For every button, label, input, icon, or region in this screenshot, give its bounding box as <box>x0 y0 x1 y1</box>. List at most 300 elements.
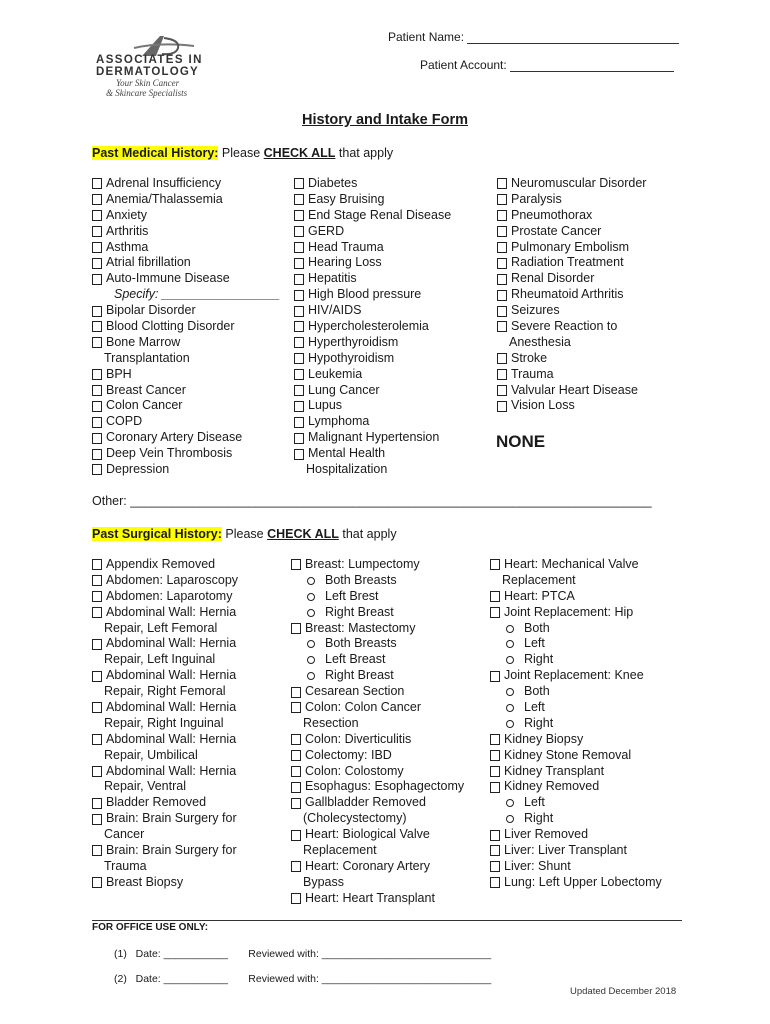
medical-item-label: Valvular Heart Disease <box>511 382 638 397</box>
checkbox-icon[interactable] <box>92 734 102 745</box>
checkbox-icon[interactable] <box>291 861 301 872</box>
medical-item-label: Coronary Artery Disease <box>106 430 243 445</box>
checkbox-icon[interactable] <box>490 766 500 777</box>
checkbox-icon[interactable] <box>497 321 507 332</box>
medical-item[interactable] <box>497 303 646 319</box>
checkbox-icon[interactable] <box>490 559 500 570</box>
medical-item[interactable] <box>294 414 451 430</box>
medical-item[interactable] <box>497 176 646 192</box>
medical-item[interactable] <box>92 224 280 240</box>
medical-item[interactable] <box>92 255 280 271</box>
surgical-item[interactable] <box>291 557 464 573</box>
medical-item[interactable] <box>294 398 451 414</box>
surgical-item[interactable] <box>291 652 464 668</box>
medical-item-label: Diabetes <box>308 176 358 190</box>
surgical-item-label: Breast Biopsy <box>106 874 184 889</box>
checkbox-icon[interactable] <box>294 194 304 205</box>
checkbox-icon[interactable] <box>92 194 102 205</box>
surgical-item[interactable] <box>291 668 464 684</box>
radio-circle-icon[interactable] <box>506 656 514 664</box>
checkbox-icon[interactable] <box>490 750 500 761</box>
medical-item[interactable] <box>497 240 646 256</box>
checkbox-icon[interactable] <box>294 274 304 285</box>
surgical-item-label: Colon: Diverticulitis <box>305 731 412 746</box>
medical-item-label: Bipolar Disorder <box>106 303 196 318</box>
surgical-item <box>490 573 662 589</box>
medical-item-label: Neuromuscular Disorder <box>511 176 647 190</box>
checkbox-icon[interactable] <box>291 687 301 698</box>
checkbox-icon[interactable] <box>92 702 102 713</box>
radio-circle-icon[interactable] <box>307 593 315 601</box>
medical-item[interactable] <box>294 192 451 208</box>
office-use-heading: FOR OFFICE USE ONLY: <box>92 922 209 933</box>
medical-item[interactable] <box>92 287 280 303</box>
radio-circle-icon[interactable] <box>506 720 514 728</box>
checkbox-icon[interactable] <box>92 242 102 253</box>
medical-item[interactable] <box>497 398 646 414</box>
medical-item-label: Trauma <box>511 366 554 381</box>
medical-item <box>497 335 646 351</box>
medical-item[interactable] <box>294 240 451 256</box>
medical-item[interactable] <box>294 319 451 335</box>
checkbox-icon[interactable] <box>294 226 304 237</box>
medical-item[interactable] <box>497 208 646 224</box>
radio-circle-icon[interactable] <box>307 609 315 617</box>
surgical-item-label: Kidney Removed <box>504 779 600 794</box>
medical-item[interactable] <box>92 462 280 478</box>
surgical-item-label: Liver: Liver Transplant <box>504 843 627 858</box>
surgical-item[interactable] <box>291 589 464 605</box>
checkbox-icon[interactable] <box>291 830 301 841</box>
checkbox-icon[interactable] <box>92 178 102 189</box>
checkbox-icon[interactable] <box>92 401 102 412</box>
surgical-item[interactable] <box>92 605 238 621</box>
checkbox-icon[interactable] <box>92 798 102 809</box>
surgical-item-label: Abdominal Wall: Hernia <box>106 700 237 715</box>
medical-item[interactable] <box>92 176 280 192</box>
checkbox-icon[interactable] <box>291 559 301 570</box>
medical-item[interactable] <box>497 224 646 240</box>
surgical-item-label: Colon: Colostomy <box>305 763 404 778</box>
medical-item-label: Mental Health <box>308 446 386 461</box>
surgical-item-label: Left <box>524 636 545 651</box>
checkbox-icon[interactable] <box>92 449 102 460</box>
radio-circle-icon[interactable] <box>506 688 514 696</box>
surgical-item[interactable] <box>490 795 662 811</box>
checkbox-icon[interactable] <box>291 702 301 713</box>
medical-item-label: Hyperthyroidism <box>308 334 399 349</box>
patient-account-line[interactable] <box>510 59 674 72</box>
medical-item-label: Asthma <box>106 239 149 254</box>
patient-name-line[interactable] <box>467 31 679 44</box>
checkbox-icon[interactable] <box>497 242 507 253</box>
surgical-item-label: Heart: Mechanical Valve <box>504 557 639 571</box>
patient-name-label: Patient Name: <box>388 30 465 44</box>
surgical-that-apply: that apply <box>342 527 397 541</box>
checkbox-icon[interactable] <box>294 210 304 221</box>
surgical-item[interactable] <box>490 875 662 891</box>
surgical-item[interactable] <box>291 636 464 652</box>
surgical-item <box>92 827 238 843</box>
radio-circle-icon[interactable] <box>506 640 514 648</box>
surgical-item[interactable] <box>490 684 662 700</box>
surgical-item-label: Liver Removed <box>504 827 589 842</box>
checkbox-icon[interactable] <box>294 353 304 364</box>
checkbox-icon[interactable] <box>497 194 507 205</box>
radio-circle-icon[interactable] <box>506 815 514 823</box>
office-date-field[interactable]: Date: ___________ <box>135 948 228 960</box>
surgical-item[interactable] <box>291 700 464 716</box>
medical-item[interactable] <box>294 351 451 367</box>
medical-item-label: Colon Cancer <box>106 398 183 413</box>
checkbox-icon[interactable] <box>92 274 102 285</box>
surgical-item-label: Repair, Left Inguinal <box>104 652 216 667</box>
surgical-item[interactable] <box>490 764 662 780</box>
checkbox-icon[interactable] <box>92 766 102 777</box>
checkbox-icon[interactable] <box>497 385 507 396</box>
surgical-please: Please <box>225 527 264 541</box>
surgical-item-label: Brain: Brain Surgery for <box>106 811 237 826</box>
surgical-item-label: Repair, Left Femoral <box>104 620 218 635</box>
medical-check-all: CHECK ALL <box>263 146 336 160</box>
medical-item[interactable] <box>294 224 451 240</box>
office-row-number: (2) <box>114 973 127 985</box>
surgical-item[interactable] <box>92 573 238 589</box>
radio-circle-icon[interactable] <box>506 625 514 633</box>
surgical-item[interactable] <box>490 748 662 764</box>
medical-item[interactable] <box>497 287 646 303</box>
checkbox-icon[interactable] <box>497 274 507 285</box>
radio-circle-icon[interactable] <box>506 704 514 712</box>
radio-circle-icon[interactable] <box>506 799 514 807</box>
surgical-item[interactable] <box>92 732 238 748</box>
checkbox-icon[interactable] <box>92 671 102 682</box>
surgical-item <box>92 684 238 700</box>
surgical-item <box>291 811 464 827</box>
none-option[interactable]: NONE <box>496 432 546 451</box>
medical-item[interactable] <box>497 383 646 399</box>
medical-item-label: Specify: _________________ <box>114 287 281 302</box>
surgical-item-label: Right Breast <box>325 604 394 619</box>
medical-item[interactable] <box>294 208 451 224</box>
medical-item[interactable] <box>92 192 280 208</box>
patient-name-field[interactable] <box>388 30 679 44</box>
medical-item[interactable] <box>294 271 451 287</box>
checkbox-icon[interactable] <box>92 337 102 348</box>
checkbox-icon[interactable] <box>92 226 102 237</box>
surgical-item[interactable] <box>291 859 464 875</box>
medical-item[interactable] <box>497 255 646 271</box>
surgical-item-label: Repair, Right Femoral <box>104 684 226 699</box>
checkbox-icon[interactable] <box>92 845 102 856</box>
checkbox-icon[interactable] <box>291 623 301 634</box>
checkbox-icon[interactable] <box>294 337 304 348</box>
checkbox-icon[interactable] <box>294 178 304 189</box>
checkbox-icon[interactable] <box>490 861 500 872</box>
surgical-item[interactable] <box>490 827 662 843</box>
surgical-item[interactable] <box>490 843 662 859</box>
checkbox-icon[interactable] <box>490 830 500 841</box>
surgical-item-label: Repair, Umbilical <box>104 747 198 762</box>
checkbox-icon[interactable] <box>294 306 304 317</box>
surgical-item[interactable] <box>490 621 662 637</box>
checkbox-icon[interactable] <box>490 607 500 618</box>
surgical-item[interactable] <box>490 605 662 621</box>
medical-item-label: Easy Bruising <box>308 191 385 206</box>
medical-item-label: Rheumatoid Arthritis <box>511 287 624 302</box>
medical-item[interactable] <box>497 271 646 287</box>
surgical-item <box>92 716 238 732</box>
medical-item[interactable] <box>497 192 646 208</box>
medical-item-label: Depression <box>106 462 170 477</box>
medical-item[interactable] <box>497 319 646 335</box>
checkbox-icon[interactable] <box>294 242 304 253</box>
checkbox-icon[interactable] <box>92 321 102 332</box>
checkbox-icon[interactable] <box>92 591 102 602</box>
logo-tagline-1: Your Skin Cancer <box>116 78 180 88</box>
surgical-item[interactable] <box>92 700 238 716</box>
medical-item <box>92 351 280 367</box>
medical-item[interactable] <box>497 367 646 383</box>
surgical-item-label: Right Breast <box>325 668 394 683</box>
medical-item[interactable] <box>294 255 451 271</box>
checkbox-icon[interactable] <box>294 385 304 396</box>
surgical-item[interactable] <box>490 811 662 827</box>
surgical-item[interactable] <box>291 732 464 748</box>
checkbox-icon[interactable] <box>92 417 102 428</box>
medical-item-label: Paralysis <box>511 191 562 206</box>
office-reviewed-field[interactable]: Reviewed with: _____________________________ <box>248 973 492 985</box>
medical-item-label: Adrenal Insufficiency <box>106 176 222 190</box>
checkbox-icon[interactable] <box>92 385 102 396</box>
surgical-item[interactable] <box>490 589 662 605</box>
medical-item-label: Anemia/Thalassemia <box>106 191 223 206</box>
surgical-item-label: Heart: PTCA <box>504 588 575 603</box>
checkbox-icon[interactable] <box>294 258 304 269</box>
surgical-item[interactable] <box>291 605 464 621</box>
medical-item-label: Hypothyroidism <box>308 350 395 365</box>
medical-item[interactable] <box>92 319 280 335</box>
updated-date: Updated December 2018 <box>570 986 677 997</box>
surgical-item[interactable] <box>291 827 464 843</box>
surgical-item-label: Esophagus: Esophagectomy <box>305 779 465 794</box>
checkbox-icon[interactable] <box>497 369 507 380</box>
checkbox-icon[interactable] <box>490 877 500 888</box>
medical-item-label: High Blood pressure <box>308 287 422 302</box>
surgical-item <box>291 716 464 732</box>
checkbox-icon[interactable] <box>92 433 102 444</box>
medical-item[interactable] <box>294 287 451 303</box>
surgical-item[interactable] <box>92 843 238 859</box>
medical-item-label: Lymphoma <box>308 414 370 429</box>
medical-item[interactable] <box>92 446 280 462</box>
medical-col-3 <box>497 176 646 414</box>
checkbox-icon[interactable] <box>92 814 102 825</box>
checkbox-icon[interactable] <box>497 290 507 301</box>
checkbox-icon[interactable] <box>294 417 304 428</box>
surgical-item <box>92 652 238 668</box>
surgical-item[interactable] <box>92 811 238 827</box>
office-date-field[interactable]: Date: ___________ <box>135 973 228 985</box>
surgical-item-label: Breast: Lumpectomy <box>305 557 420 571</box>
surgical-item[interactable] <box>291 573 464 589</box>
surgical-item-label: Right <box>524 652 554 667</box>
medical-item-label: Atrial fibrillation <box>106 255 191 270</box>
surgical-item-label: (Cholecystectomy) <box>303 811 407 826</box>
surgical-item[interactable] <box>291 795 464 811</box>
radio-circle-icon[interactable] <box>307 656 315 664</box>
surgical-item[interactable] <box>92 875 238 891</box>
checkbox-icon[interactable] <box>490 782 500 793</box>
checkbox-icon[interactable] <box>92 877 102 888</box>
checkbox-icon[interactable] <box>294 433 304 444</box>
medical-item[interactable] <box>92 414 280 430</box>
logo-line-1: ASSOCIATES IN <box>96 54 203 66</box>
checkbox-icon[interactable] <box>92 607 102 618</box>
radio-circle-icon[interactable] <box>307 577 315 585</box>
surgical-item <box>92 779 238 795</box>
surgical-item[interactable] <box>490 652 662 668</box>
checkbox-icon[interactable] <box>294 290 304 301</box>
surgical-col-2 <box>291 557 464 907</box>
other-field[interactable]: Other: ___________________________________________________________________________ <box>92 494 652 508</box>
medical-item[interactable] <box>92 398 280 414</box>
medical-item[interactable] <box>294 367 451 383</box>
medical-item-label: Radiation Treatment <box>511 255 624 270</box>
medical-item[interactable] <box>92 271 280 287</box>
medical-item-label: Bone Marrow <box>106 334 181 349</box>
checkbox-icon[interactable] <box>92 210 102 221</box>
medical-item-label: HIV/AIDS <box>308 303 362 318</box>
surgical-item[interactable] <box>490 636 662 652</box>
checkbox-icon[interactable] <box>294 321 304 332</box>
medical-item[interactable] <box>92 367 280 383</box>
surgical-item-label: Abdominal Wall: Hernia <box>106 731 237 746</box>
surgical-item[interactable] <box>490 859 662 875</box>
logo-tagline-2: & Skincare Specialists <box>106 88 188 98</box>
medical-item[interactable] <box>497 351 646 367</box>
checkbox-icon[interactable] <box>291 766 301 777</box>
surgical-item-label: Both Breasts <box>325 572 397 587</box>
surgical-item-label: Abdominal Wall: Hernia <box>106 668 237 683</box>
surgical-item[interactable] <box>291 684 464 700</box>
surgical-item[interactable] <box>490 716 662 732</box>
medical-item[interactable] <box>92 430 280 446</box>
surgical-item[interactable] <box>92 668 238 684</box>
surgical-item[interactable] <box>92 557 238 573</box>
checkbox-icon[interactable] <box>291 893 301 904</box>
checkbox-icon[interactable] <box>291 750 301 761</box>
checkbox-icon[interactable] <box>497 226 507 237</box>
checkbox-icon[interactable] <box>497 353 507 364</box>
surgical-item-label: Abdomen: Laparotomy <box>106 588 233 603</box>
medical-item[interactable] <box>294 176 451 192</box>
surgical-item-label: Gallbladder Removed <box>305 795 426 810</box>
checkbox-icon[interactable] <box>497 401 507 412</box>
surgical-item[interactable] <box>490 779 662 795</box>
surgical-item[interactable] <box>291 748 464 764</box>
surgical-item[interactable] <box>92 764 238 780</box>
checkbox-icon[interactable] <box>497 178 507 189</box>
surgical-item-label: Joint Replacement: Hip <box>504 604 634 619</box>
checkbox-icon[interactable] <box>294 401 304 412</box>
patient-account-field[interactable] <box>420 58 674 72</box>
checkbox-icon[interactable] <box>490 671 500 682</box>
radio-circle-icon[interactable] <box>307 640 315 648</box>
surgical-item[interactable] <box>92 795 238 811</box>
surgical-col-1 <box>92 557 238 891</box>
checkbox-icon[interactable] <box>490 845 500 856</box>
medical-item[interactable] <box>92 383 280 399</box>
medical-item[interactable] <box>294 303 451 319</box>
checkbox-icon[interactable] <box>92 575 102 586</box>
surgical-item[interactable] <box>291 779 464 795</box>
medical-item[interactable] <box>294 430 451 446</box>
radio-circle-icon[interactable] <box>307 672 315 680</box>
checkbox-icon[interactable] <box>92 306 102 317</box>
medical-item-label: Head Trauma <box>308 239 384 254</box>
medical-item[interactable] <box>92 240 280 256</box>
checkbox-icon[interactable] <box>92 464 102 475</box>
checkbox-icon[interactable] <box>92 639 102 650</box>
medical-item[interactable] <box>92 303 280 319</box>
checkbox-icon[interactable] <box>294 449 304 460</box>
surgical-item[interactable] <box>92 636 238 652</box>
medical-item[interactable] <box>294 335 451 351</box>
checkbox-icon[interactable] <box>294 369 304 380</box>
medical-item-label: Vision Loss <box>511 398 575 413</box>
checkbox-icon[interactable] <box>490 591 500 602</box>
surgical-item[interactable] <box>92 589 238 605</box>
checkbox-icon[interactable] <box>291 734 301 745</box>
medical-item[interactable] <box>92 208 280 224</box>
surgical-item <box>291 843 464 859</box>
medical-item[interactable] <box>294 383 451 399</box>
surgical-item[interactable] <box>291 621 464 637</box>
checkbox-icon[interactable] <box>490 734 500 745</box>
surgical-item[interactable] <box>490 557 662 573</box>
checkbox-icon[interactable] <box>92 258 102 269</box>
checkbox-icon[interactable] <box>291 782 301 793</box>
medical-item-label: Pulmonary Embolism <box>511 239 630 254</box>
medical-item[interactable] <box>294 446 451 462</box>
checkbox-icon[interactable] <box>291 798 301 809</box>
checkbox-icon[interactable] <box>497 306 507 317</box>
medical-item-label: BPH <box>106 366 132 381</box>
surgical-item[interactable] <box>490 732 662 748</box>
medical-item-label: Hospitalization <box>306 462 388 477</box>
surgical-item[interactable] <box>291 764 464 780</box>
medical-item[interactable] <box>92 335 280 351</box>
medical-item-label: Anxiety <box>106 207 147 222</box>
checkbox-icon[interactable] <box>92 559 102 570</box>
office-reviewed-field[interactable]: Reviewed with: _____________________________ <box>248 948 492 960</box>
surgical-item-label: Left <box>524 700 545 715</box>
checkbox-icon[interactable] <box>497 258 507 269</box>
surgical-item[interactable] <box>291 891 464 907</box>
surgical-item-label: Repair, Ventral <box>104 779 186 794</box>
medical-history-heading <box>92 146 393 160</box>
surgical-item-label: Abdominal Wall: Hernia <box>106 763 237 778</box>
surgical-item-label: Both Breasts <box>325 636 397 651</box>
surgical-item[interactable] <box>490 668 662 684</box>
medical-item-label: Malignant Hypertension <box>308 430 440 445</box>
checkbox-icon[interactable] <box>92 369 102 380</box>
surgical-item[interactable] <box>490 700 662 716</box>
medical-col-1 <box>92 176 280 478</box>
checkbox-icon[interactable] <box>497 210 507 221</box>
medical-item-label: Hepatitis <box>308 271 357 286</box>
